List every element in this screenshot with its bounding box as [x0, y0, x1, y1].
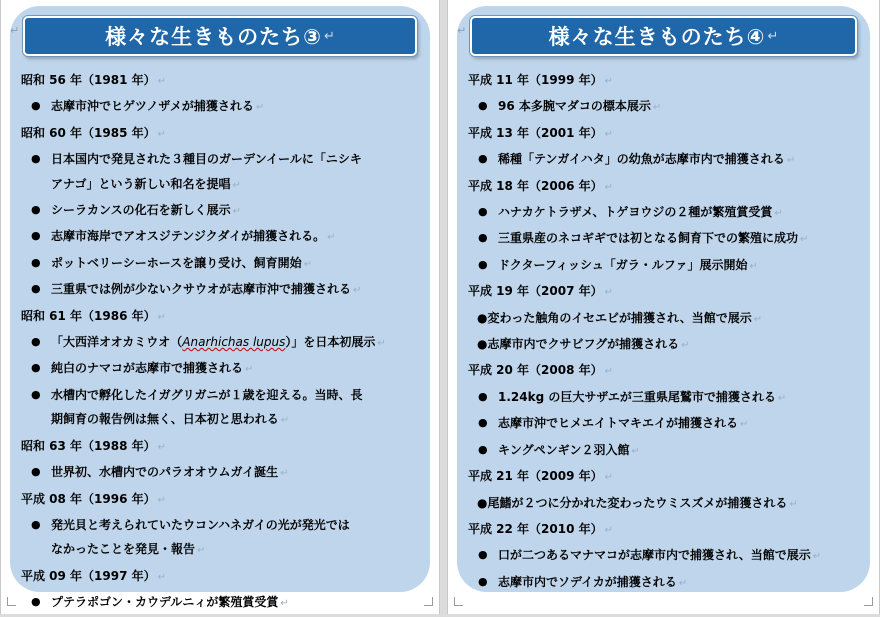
- paragraph-mark-icon: ↵: [678, 577, 688, 589]
- year-label: 平成 09 年（1997 年）: [21, 568, 156, 583]
- list-item: [468, 543, 871, 569]
- year-label: 平成 22 年（2010 年）: [468, 521, 603, 536]
- list-item: [21, 251, 431, 277]
- item-text: ハナカケトラザメ、トゲヨウジの２種が繁殖賞受賞: [498, 205, 773, 220]
- page-title: 様々な生きものたち④: [548, 25, 766, 49]
- bullet-icon: ●: [31, 152, 41, 166]
- paragraph-mark-icon: ↵: [280, 415, 290, 427]
- item-text: 純白のナマコが志摩市で捕獲される: [51, 361, 244, 376]
- bullet-icon: ●: [478, 152, 488, 166]
- item-text: 志摩市沖でヒゲツノザメが捕獲される: [51, 99, 254, 114]
- scientific-name: Anarhichas lupus: [182, 335, 286, 350]
- bullet-icon: ●: [31, 335, 41, 349]
- paragraph-mark-icon: ↵: [377, 338, 386, 350]
- title-banner: [23, 16, 417, 56]
- item-text: 水槽内で孵化したイガグリガニが１歳を迎える。当時、長: [51, 387, 363, 402]
- paragraph-mark-icon: ↵: [789, 498, 798, 510]
- paragraph-mark-icon: ↵: [604, 366, 614, 378]
- bullet-icon: ●: [478, 442, 488, 456]
- list-item: [468, 491, 871, 517]
- bullet-icon: ●: [478, 231, 488, 245]
- year-label: 平成 19 年（2007 年）: [468, 284, 603, 299]
- year-label: 昭和 60 年（1985 年）: [21, 125, 156, 140]
- list-item: [21, 147, 431, 171]
- bullet-icon: ●: [31, 229, 41, 243]
- year-heading: [21, 304, 431, 330]
- paragraph-mark-icon: ↵: [157, 128, 167, 140]
- year-label: 平成 08 年（1996 年）: [21, 491, 156, 506]
- year-label: 昭和 61 年（1986 年）: [21, 308, 156, 323]
- item-text: 稀種「テンガイハタ」の幼魚が志摩市内で捕獲される: [498, 152, 785, 167]
- item-text: ドクターフィッシュ「ガラ・ルファ」展示開始: [498, 257, 748, 272]
- year-label: 平成 20 年（2008 年）: [468, 363, 603, 378]
- item-text: アナゴ」という新しい和名を提唱: [51, 176, 231, 191]
- bullet-icon: ●: [31, 361, 41, 375]
- paragraph-mark-icon: ↵: [245, 364, 254, 376]
- paragraph-mark-icon: ↵: [604, 287, 614, 299]
- list-item: [468, 253, 871, 279]
- paragraph-mark-icon: ↵: [774, 208, 783, 220]
- paragraph-mark-icon: ↵: [10, 24, 20, 37]
- margin-corner-mark: [864, 597, 873, 606]
- item-text: 期飼育の報告例は無く、日本初と思われる: [51, 412, 279, 427]
- paragraph-mark-icon: ↵: [786, 155, 796, 167]
- timeline-list: [21, 68, 431, 617]
- list-item: [21, 537, 431, 563]
- item-text: ●変わった触角のイセエビが捕獲され、当館で展示: [477, 310, 752, 325]
- item-text: ポットベリーシーホースを譲り受け、飼育開始: [51, 255, 302, 270]
- paragraph-mark-icon: ↵: [812, 551, 822, 563]
- page-right: [447, 0, 880, 614]
- year-label: 昭和 63 年（1988 年）: [21, 438, 156, 453]
- item-text: 三重県では例が少ないクサウオが志摩市沖で捕獲される: [51, 282, 352, 297]
- paragraph-mark-icon: ↵: [232, 179, 241, 191]
- year-heading: [468, 464, 871, 490]
- margin-corner-mark: [424, 597, 433, 606]
- item-text: 志摩市海岸でアオスジテンジクダイが捕獲される。: [51, 229, 326, 244]
- paragraph-mark-icon: ↵: [604, 472, 614, 484]
- item-text: シーラカンスの化石を新しく展示: [51, 203, 231, 218]
- paragraph-mark-icon: ↵: [157, 494, 167, 506]
- year-heading: [468, 121, 871, 147]
- page-left: [0, 0, 440, 614]
- paragraph-mark-icon: ↵: [681, 340, 690, 352]
- item-text: 三重県産のネコギギでは初となる飼育下での繁殖に成功: [498, 231, 799, 246]
- list-item: [468, 200, 871, 226]
- paragraph-mark-icon: ↵: [604, 524, 614, 536]
- year-heading: [21, 434, 431, 460]
- bullet-icon: ●: [478, 574, 488, 588]
- list-item: [468, 438, 871, 464]
- item-text: なかったことを発見・報告: [51, 542, 196, 557]
- list-item: [21, 407, 431, 433]
- year-heading: [21, 487, 431, 513]
- paragraph-mark-icon: ↵: [753, 313, 763, 325]
- paragraph-mark-icon: ↵: [800, 234, 809, 246]
- title-banner: [470, 16, 857, 56]
- year-heading: [468, 68, 871, 94]
- bullet-icon: ●: [31, 465, 41, 479]
- paragraph-mark-icon: ↵: [652, 102, 662, 114]
- item-text: 口が二つあるマナマコが志摩市内で捕獲され、当館で展示: [498, 548, 811, 563]
- year-label: 昭和 56 年（1981 年）: [21, 73, 156, 87]
- year-label: 平成 21 年（2009 年）: [468, 469, 603, 484]
- item-text: 志摩市沖でヒメエイトマキエイが捕獲される: [498, 416, 739, 431]
- paragraph-mark-icon: ↵: [157, 311, 167, 323]
- paragraph-mark-icon: ↵: [323, 28, 335, 44]
- paragraph-mark-icon: ↵: [604, 76, 614, 87]
- bullet-icon: ●: [31, 595, 41, 609]
- list-item: [468, 306, 871, 332]
- bullet-icon: ●: [31, 517, 41, 531]
- paragraph-mark-icon: ↵: [280, 468, 289, 480]
- paragraph-mark-icon: ↵: [767, 28, 779, 44]
- year-heading: [468, 174, 871, 200]
- list-item: [21, 172, 431, 198]
- paragraph-mark-icon: ↵: [303, 258, 313, 270]
- item-text: ）」を日本初展示: [285, 335, 376, 350]
- paragraph-mark-icon: ↵: [157, 571, 167, 583]
- paragraph-mark-icon: ↵: [631, 445, 640, 457]
- item-text: ●志摩市内でクサビフグが捕獲される: [477, 337, 680, 352]
- list-item: [21, 356, 431, 382]
- bullet-icon: ●: [31, 203, 41, 217]
- paragraph-mark-icon: ↵: [604, 181, 614, 193]
- item-text: プテラポゴン・カウデルニィが繁殖賞受賞: [51, 595, 279, 610]
- year-label: 平成 11 年（1999 年）: [468, 73, 603, 87]
- paragraph-mark-icon: ↵: [157, 441, 167, 453]
- list-item: [21, 94, 431, 120]
- paragraph-mark-icon: ↵: [327, 232, 336, 244]
- page-title: 様々な生きものたち③: [105, 25, 322, 49]
- bullet-icon: ●: [31, 99, 41, 113]
- bullet-icon: ●: [31, 282, 41, 296]
- bullet-icon: ●: [478, 205, 488, 219]
- item-text: 日本国内で発見された３種目のガーデンイールに「ニシキ: [51, 152, 362, 167]
- bullet-icon: ●: [31, 387, 41, 401]
- year-heading: [21, 121, 431, 147]
- paragraph-mark-icon: ↵: [157, 76, 167, 87]
- item-text: 96 本多腕マダコの標本展示: [498, 99, 651, 114]
- item-text: 発光貝と考えられていたウコンハネガイの光が発光では: [51, 517, 350, 532]
- list-item: [21, 383, 431, 407]
- paragraph-mark-icon: ↵: [457, 24, 467, 37]
- list-item: [21, 513, 431, 537]
- paragraph-mark-icon: ↵: [353, 285, 362, 297]
- year-heading: [21, 564, 431, 590]
- paragraph-mark-icon: ↵: [255, 102, 265, 114]
- list-item: [21, 330, 431, 356]
- list-item: [468, 226, 871, 252]
- paragraph-mark-icon: ↵: [197, 545, 206, 557]
- item-text: 世界初、水槽内でのパラオオウムガイ誕生: [51, 465, 279, 480]
- list-item: [468, 332, 871, 358]
- item-text: ●尾鰭が２つに分かれた変わったウミスズメが捕獲される: [477, 495, 788, 510]
- bullet-icon: ●: [478, 416, 488, 430]
- timeline-list: [468, 68, 871, 596]
- year-heading: [468, 279, 871, 305]
- paragraph-mark-icon: ↵: [740, 419, 749, 431]
- margin-corner-mark: [7, 597, 16, 606]
- bullet-icon: ●: [31, 255, 41, 269]
- year-label: 平成 18 年（2006 年）: [468, 178, 603, 193]
- year-label: 平成 13 年（2001 年）: [468, 125, 603, 140]
- list-item: [468, 147, 871, 173]
- list-item: [21, 590, 431, 616]
- item-text: キングペンギン２羽入館: [498, 442, 630, 457]
- paragraph-mark-icon: ↵: [232, 206, 242, 218]
- list-item: [21, 460, 431, 486]
- year-heading: [468, 358, 871, 384]
- paragraph-mark-icon: ↵: [604, 128, 614, 140]
- list-item: [468, 385, 871, 411]
- item-text: 「大西洋オオカミウオ（: [51, 335, 183, 350]
- paragraph-mark-icon: ↵: [280, 598, 289, 610]
- list-item: [21, 224, 431, 250]
- paragraph-mark-icon: ↵: [777, 392, 787, 404]
- bullet-icon: ●: [478, 548, 488, 562]
- item-text: 1.24kg の巨大サザエが三重県尾鷲市で捕獲される: [498, 389, 776, 404]
- bullet-icon: ●: [478, 257, 488, 271]
- list-item: [468, 94, 871, 120]
- margin-corner-mark: [454, 597, 463, 606]
- list-item: [21, 198, 431, 224]
- list-item: [21, 277, 431, 303]
- bullet-icon: ●: [478, 99, 488, 113]
- list-item: [468, 411, 871, 437]
- year-heading: [21, 68, 431, 94]
- paragraph-mark-icon: ↵: [749, 260, 758, 272]
- item-text: 志摩市内でソデイカが捕獲される: [498, 574, 677, 589]
- list-item: [468, 570, 871, 596]
- bullet-icon: ●: [478, 389, 488, 403]
- year-heading: [468, 517, 871, 543]
